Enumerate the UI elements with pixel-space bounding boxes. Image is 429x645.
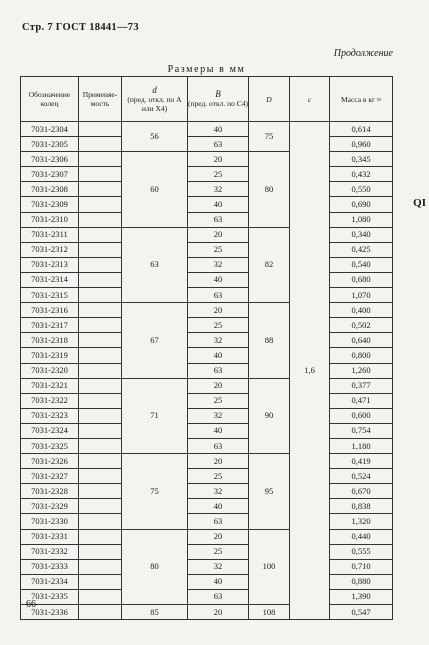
cell-mass: 0,614: [330, 122, 393, 137]
table-caption-row: [21, 62, 393, 77]
cell-designation: 7031-2310: [21, 212, 79, 227]
cell-b: 25: [188, 318, 249, 333]
cell-b: 25: [188, 242, 249, 257]
cell-applicability: [79, 167, 122, 182]
cell-b: 40: [188, 272, 249, 287]
cell-b: 63: [188, 514, 249, 529]
cell-designation: 7031-2309: [21, 197, 79, 212]
cell-designation: 7031-2314: [21, 272, 79, 287]
cell-designation: 7031-2336: [21, 605, 79, 620]
table-row: [21, 333, 393, 348]
cell-designation: 7031-2304: [21, 122, 79, 137]
cell-applicability: [79, 423, 122, 438]
cell-b: 40: [188, 423, 249, 438]
cell-b: 20: [188, 454, 249, 469]
cell-designation: 7031-2328: [21, 484, 79, 499]
cell-mass: 0,960: [330, 137, 393, 152]
cell-b: 40: [188, 574, 249, 589]
cell-b: 63: [188, 438, 249, 453]
header-d-note: (пред. откл. по A или X4): [127, 94, 182, 113]
cell-d: 85: [122, 605, 188, 620]
cell-b: 40: [188, 499, 249, 514]
cell-b: 20: [188, 378, 249, 393]
cell-mass: 1,080: [330, 212, 393, 227]
cell-applicability: [79, 348, 122, 363]
cell-designation: 7031-2334: [21, 574, 79, 589]
cell-designation: 7031-2312: [21, 242, 79, 257]
header-b-note: (пред. откл. по C4): [188, 99, 249, 108]
table-row: [21, 212, 393, 227]
cell-b: 32: [188, 182, 249, 197]
cell-applicability: [79, 544, 122, 559]
table-row: [21, 499, 393, 514]
cell-b: 25: [188, 544, 249, 559]
table-row: [21, 363, 393, 378]
cell-applicability: [79, 605, 122, 620]
cell-mass: 1,320: [330, 514, 393, 529]
table-row: [21, 438, 393, 453]
cell-b: 25: [188, 167, 249, 182]
cell-d: 63: [122, 227, 188, 302]
cell-b: 20: [188, 529, 249, 544]
cell-D: 80: [249, 152, 290, 227]
cell-d: 56: [122, 122, 188, 152]
cell-mass: 0,680: [330, 272, 393, 287]
cell-designation: 7031-2318: [21, 333, 79, 348]
table-row: [21, 137, 393, 152]
cell-b: 25: [188, 469, 249, 484]
table-row: [21, 288, 393, 303]
table-row: [21, 318, 393, 333]
cell-designation: 7031-2324: [21, 423, 79, 438]
cell-mass: 0,800: [330, 348, 393, 363]
cell-designation: 7031-2331: [21, 529, 79, 544]
cell-D: 75: [249, 122, 290, 152]
cell-mass: 1,260: [330, 363, 393, 378]
cell-designation: 7031-2325: [21, 438, 79, 453]
cell-mass: 0,710: [330, 559, 393, 574]
cell-mass: 0,524: [330, 469, 393, 484]
cell-applicability: [79, 303, 122, 318]
cell-D: 82: [249, 227, 290, 302]
cell-applicability: [79, 212, 122, 227]
cell-d: 80: [122, 529, 188, 604]
cell-mass: 0,432: [330, 167, 393, 182]
cell-d: 67: [122, 303, 188, 378]
cell-applicability: [79, 257, 122, 272]
cell-D: 90: [249, 378, 290, 453]
cell-d: 60: [122, 152, 188, 227]
cell-applicability: [79, 227, 122, 242]
cell-designation: 7031-2329: [21, 499, 79, 514]
cell-designation: 7031-2320: [21, 363, 79, 378]
header-b-symbol: B: [215, 89, 221, 99]
cell-applicability: [79, 393, 122, 408]
cell-mass: 0,440: [330, 529, 393, 544]
cell-mass: 0,345: [330, 152, 393, 167]
cell-applicability: [79, 272, 122, 287]
cell-applicability: [79, 242, 122, 257]
cell-designation: 7031-2315: [21, 288, 79, 303]
cell-mass: 0,540: [330, 257, 393, 272]
cell-designation: 7031-2311: [21, 227, 79, 242]
continuation-label: Продолжение: [333, 48, 393, 59]
cell-designation: 7031-2308: [21, 182, 79, 197]
cell-designation: 7031-2317: [21, 318, 79, 333]
cell-mass: 0,880: [330, 574, 393, 589]
header-designation: Обозначение колец: [21, 77, 79, 122]
cell-applicability: [79, 318, 122, 333]
cell-designation: 7031-2332: [21, 544, 79, 559]
header-c: c: [290, 77, 330, 122]
table-row: [21, 257, 393, 272]
cell-mass: 1,180: [330, 438, 393, 453]
cell-applicability: [79, 333, 122, 348]
cell-D: 108: [249, 605, 290, 620]
table-row: [21, 182, 393, 197]
table-caption: Размеры в мм: [21, 62, 393, 77]
table-row: [21, 559, 393, 574]
table-row: [21, 272, 393, 287]
cell-applicability: [79, 529, 122, 544]
cell-b: 20: [188, 227, 249, 242]
cell-b: 32: [188, 257, 249, 272]
header-d-symbol: d: [152, 84, 157, 95]
table-row: [21, 167, 393, 182]
cell-b: 63: [188, 363, 249, 378]
header-applicability: Применяе-мость: [79, 77, 122, 122]
cell-mass: 0,377: [330, 378, 393, 393]
cell-D: 95: [249, 454, 290, 529]
table-header-row: [21, 77, 393, 122]
cell-applicability: [79, 408, 122, 423]
cell-b: 32: [188, 484, 249, 499]
cell-designation: 7031-2319: [21, 348, 79, 363]
cell-designation: 7031-2316: [21, 303, 79, 318]
cell-mass: 0,555: [330, 544, 393, 559]
cell-b: 63: [188, 288, 249, 303]
cell-D: 100: [249, 529, 290, 604]
cell-mass: 0,838: [330, 499, 393, 514]
cell-designation: 7031-2330: [21, 514, 79, 529]
cell-applicability: [79, 182, 122, 197]
cell-mass: 0,550: [330, 182, 393, 197]
cell-b: 32: [188, 559, 249, 574]
cell-applicability: [79, 378, 122, 393]
header-D: D: [249, 77, 290, 122]
table-row: [21, 197, 393, 212]
cell-b: 20: [188, 303, 249, 318]
cell-mass: 0,547: [330, 605, 393, 620]
header-d: [122, 77, 188, 122]
cell-designation: 7031-2327: [21, 469, 79, 484]
table-row: [21, 227, 393, 242]
cell-d: 75: [122, 454, 188, 529]
cell-applicability: [79, 574, 122, 589]
cell-mass: 0,502: [330, 318, 393, 333]
table-row: [21, 423, 393, 438]
cell-b: 63: [188, 589, 249, 604]
table-row: [21, 589, 393, 604]
cell-mass: 0,419: [330, 454, 393, 469]
cell-applicability: [79, 152, 122, 167]
cell-designation: 7031-2326: [21, 454, 79, 469]
cell-mass: 0,340: [330, 227, 393, 242]
cell-applicability: [79, 197, 122, 212]
cell-designation: 7031-2333: [21, 559, 79, 574]
cell-b: 40: [188, 348, 249, 363]
table-row: [21, 378, 393, 393]
cell-applicability: [79, 137, 122, 152]
cell-applicability: [79, 559, 122, 574]
cell-b: 32: [188, 408, 249, 423]
cell-applicability: [79, 454, 122, 469]
table-row: [21, 484, 393, 499]
page-number: 66: [26, 599, 36, 610]
table-row: [21, 303, 393, 318]
cell-b: 63: [188, 137, 249, 152]
cell-mass: 0,690: [330, 197, 393, 212]
table-row: [21, 514, 393, 529]
table-row: [21, 454, 393, 469]
cell-designation: 7031-2313: [21, 257, 79, 272]
table-row: [21, 408, 393, 423]
cell-mass: 1,390: [330, 589, 393, 604]
table-row: [21, 544, 393, 559]
cell-designation: 7031-2335: [21, 589, 79, 604]
dimensions-table: [20, 62, 393, 620]
cell-designation: 7031-2305: [21, 137, 79, 152]
cell-b: 63: [188, 212, 249, 227]
table-row: [21, 605, 393, 620]
cell-applicability: [79, 484, 122, 499]
table-row: [21, 529, 393, 544]
table-row: [21, 348, 393, 363]
cell-designation: 7031-2322: [21, 393, 79, 408]
cell-designation: 7031-2306: [21, 152, 79, 167]
cell-mass: 0,471: [330, 393, 393, 408]
header-mass: Масса в кг ≈: [330, 77, 393, 122]
cell-b: 40: [188, 197, 249, 212]
cell-b: 32: [188, 333, 249, 348]
cell-designation: 7031-2307: [21, 167, 79, 182]
cell-applicability: [79, 288, 122, 303]
cell-designation: 7031-2321: [21, 378, 79, 393]
table-row: [21, 469, 393, 484]
cell-D: 88: [249, 303, 290, 378]
cell-applicability: [79, 589, 122, 604]
cell-applicability: [79, 469, 122, 484]
cell-applicability: [79, 499, 122, 514]
cell-d: 71: [122, 378, 188, 453]
cell-mass: 0,400: [330, 303, 393, 318]
cell-mass: 0,754: [330, 423, 393, 438]
table-row: [21, 393, 393, 408]
cell-applicability: [79, 514, 122, 529]
cell-c: 1,6: [290, 122, 330, 620]
cell-applicability: [79, 438, 122, 453]
cell-b: 40: [188, 122, 249, 137]
cell-mass: 0,425: [330, 242, 393, 257]
cell-mass: 1,070: [330, 288, 393, 303]
side-mark: QI: [413, 197, 426, 209]
table-row: [21, 574, 393, 589]
header-b: [188, 77, 249, 122]
cell-mass: 0,600: [330, 408, 393, 423]
cell-b: 20: [188, 152, 249, 167]
cell-designation: 7031-2323: [21, 408, 79, 423]
cell-mass: 0,670: [330, 484, 393, 499]
cell-mass: 0,640: [330, 333, 393, 348]
table-row: [21, 152, 393, 167]
cell-applicability: [79, 363, 122, 378]
cell-b: 25: [188, 393, 249, 408]
page-header: Стр. 7 ГОСТ 18441—73: [22, 22, 139, 33]
cell-applicability: [79, 122, 122, 137]
table-row: [21, 242, 393, 257]
cell-b: 20: [188, 605, 249, 620]
table-row: [21, 122, 393, 137]
